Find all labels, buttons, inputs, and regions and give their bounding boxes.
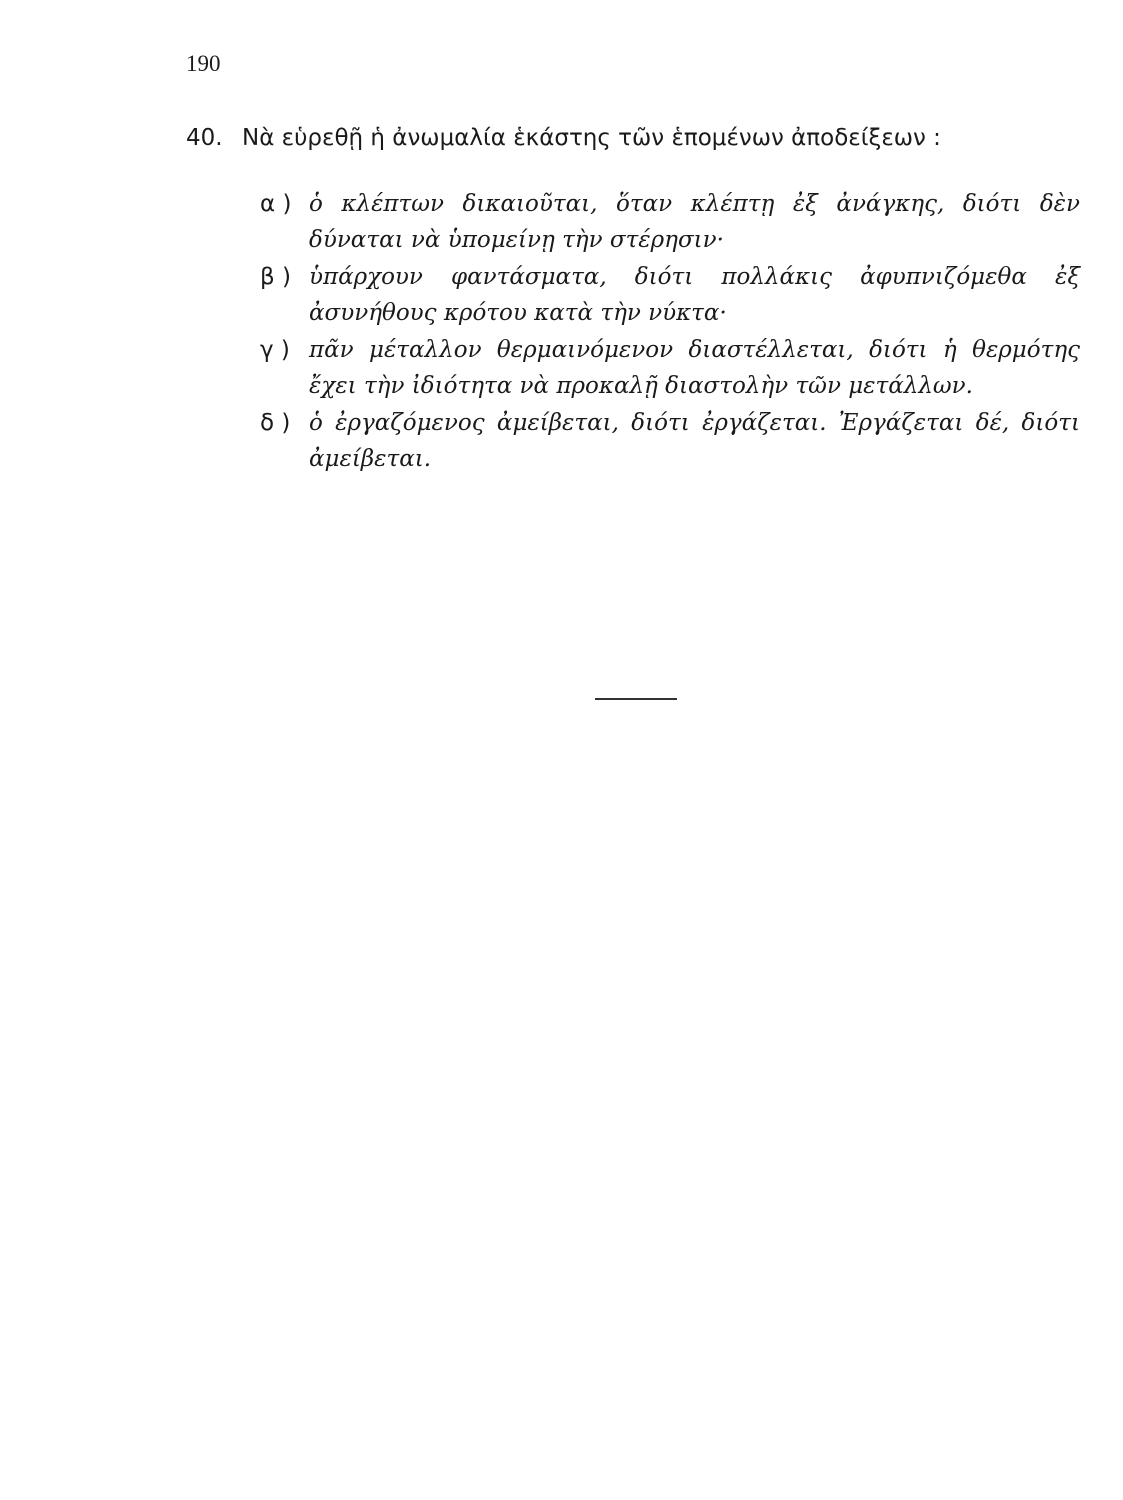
exercise-prompt: Νὰ εὑρεθῇ ἡ ἀνωμαλία ἑκάστης τῶν ἑπομένων ἀποδείξεων :	[242, 125, 941, 151]
section-separator	[595, 698, 677, 700]
exercise-items	[260, 186, 1080, 478]
page-number: 190	[186, 51, 221, 76]
item-text: ὁ κλέπτων δικαιοῦται, ὅταν κλέπτῃ ἐξ ἀνάγκης, διότι δὲν δύναται νὰ ὑπομείνῃ τὴν στέρησιν·	[309, 191, 1080, 253]
exercise-number: 40.	[186, 125, 223, 151]
item-marker: β )	[260, 264, 291, 290]
exercise-item-delta	[260, 405, 1080, 477]
exercise-item-beta	[260, 259, 1080, 331]
item-marker: γ )	[260, 337, 290, 363]
item-text: ὁ ἐργαζόμενος ἀμείβεται, διότι ἐργάζεται. Ἐργάζεται δέ, διότι ἀμείβεται.	[309, 410, 1080, 472]
item-marker: δ )	[260, 410, 291, 436]
item-text: πᾶν μέταλλον θερμαινόμενον διαστέλλεται, διότι ἡ θερμότης ἔχει τὴν ἰδιότητα νὰ προκαλῇ διαστολὴν τῶν μετάλλων.	[309, 337, 1080, 399]
exercise-item-alpha	[260, 186, 1080, 258]
item-marker: α )	[260, 191, 292, 217]
exercise-heading	[186, 125, 1046, 153]
exercise-item-gamma	[260, 332, 1080, 404]
item-text: ὑπάρχουν φαντάσματα, διότι πολλάκις ἀφυπνιζόμεθα ἐξ ἀσυνήθους κρότου κατὰ τὴν νύκτα·	[309, 264, 1080, 326]
